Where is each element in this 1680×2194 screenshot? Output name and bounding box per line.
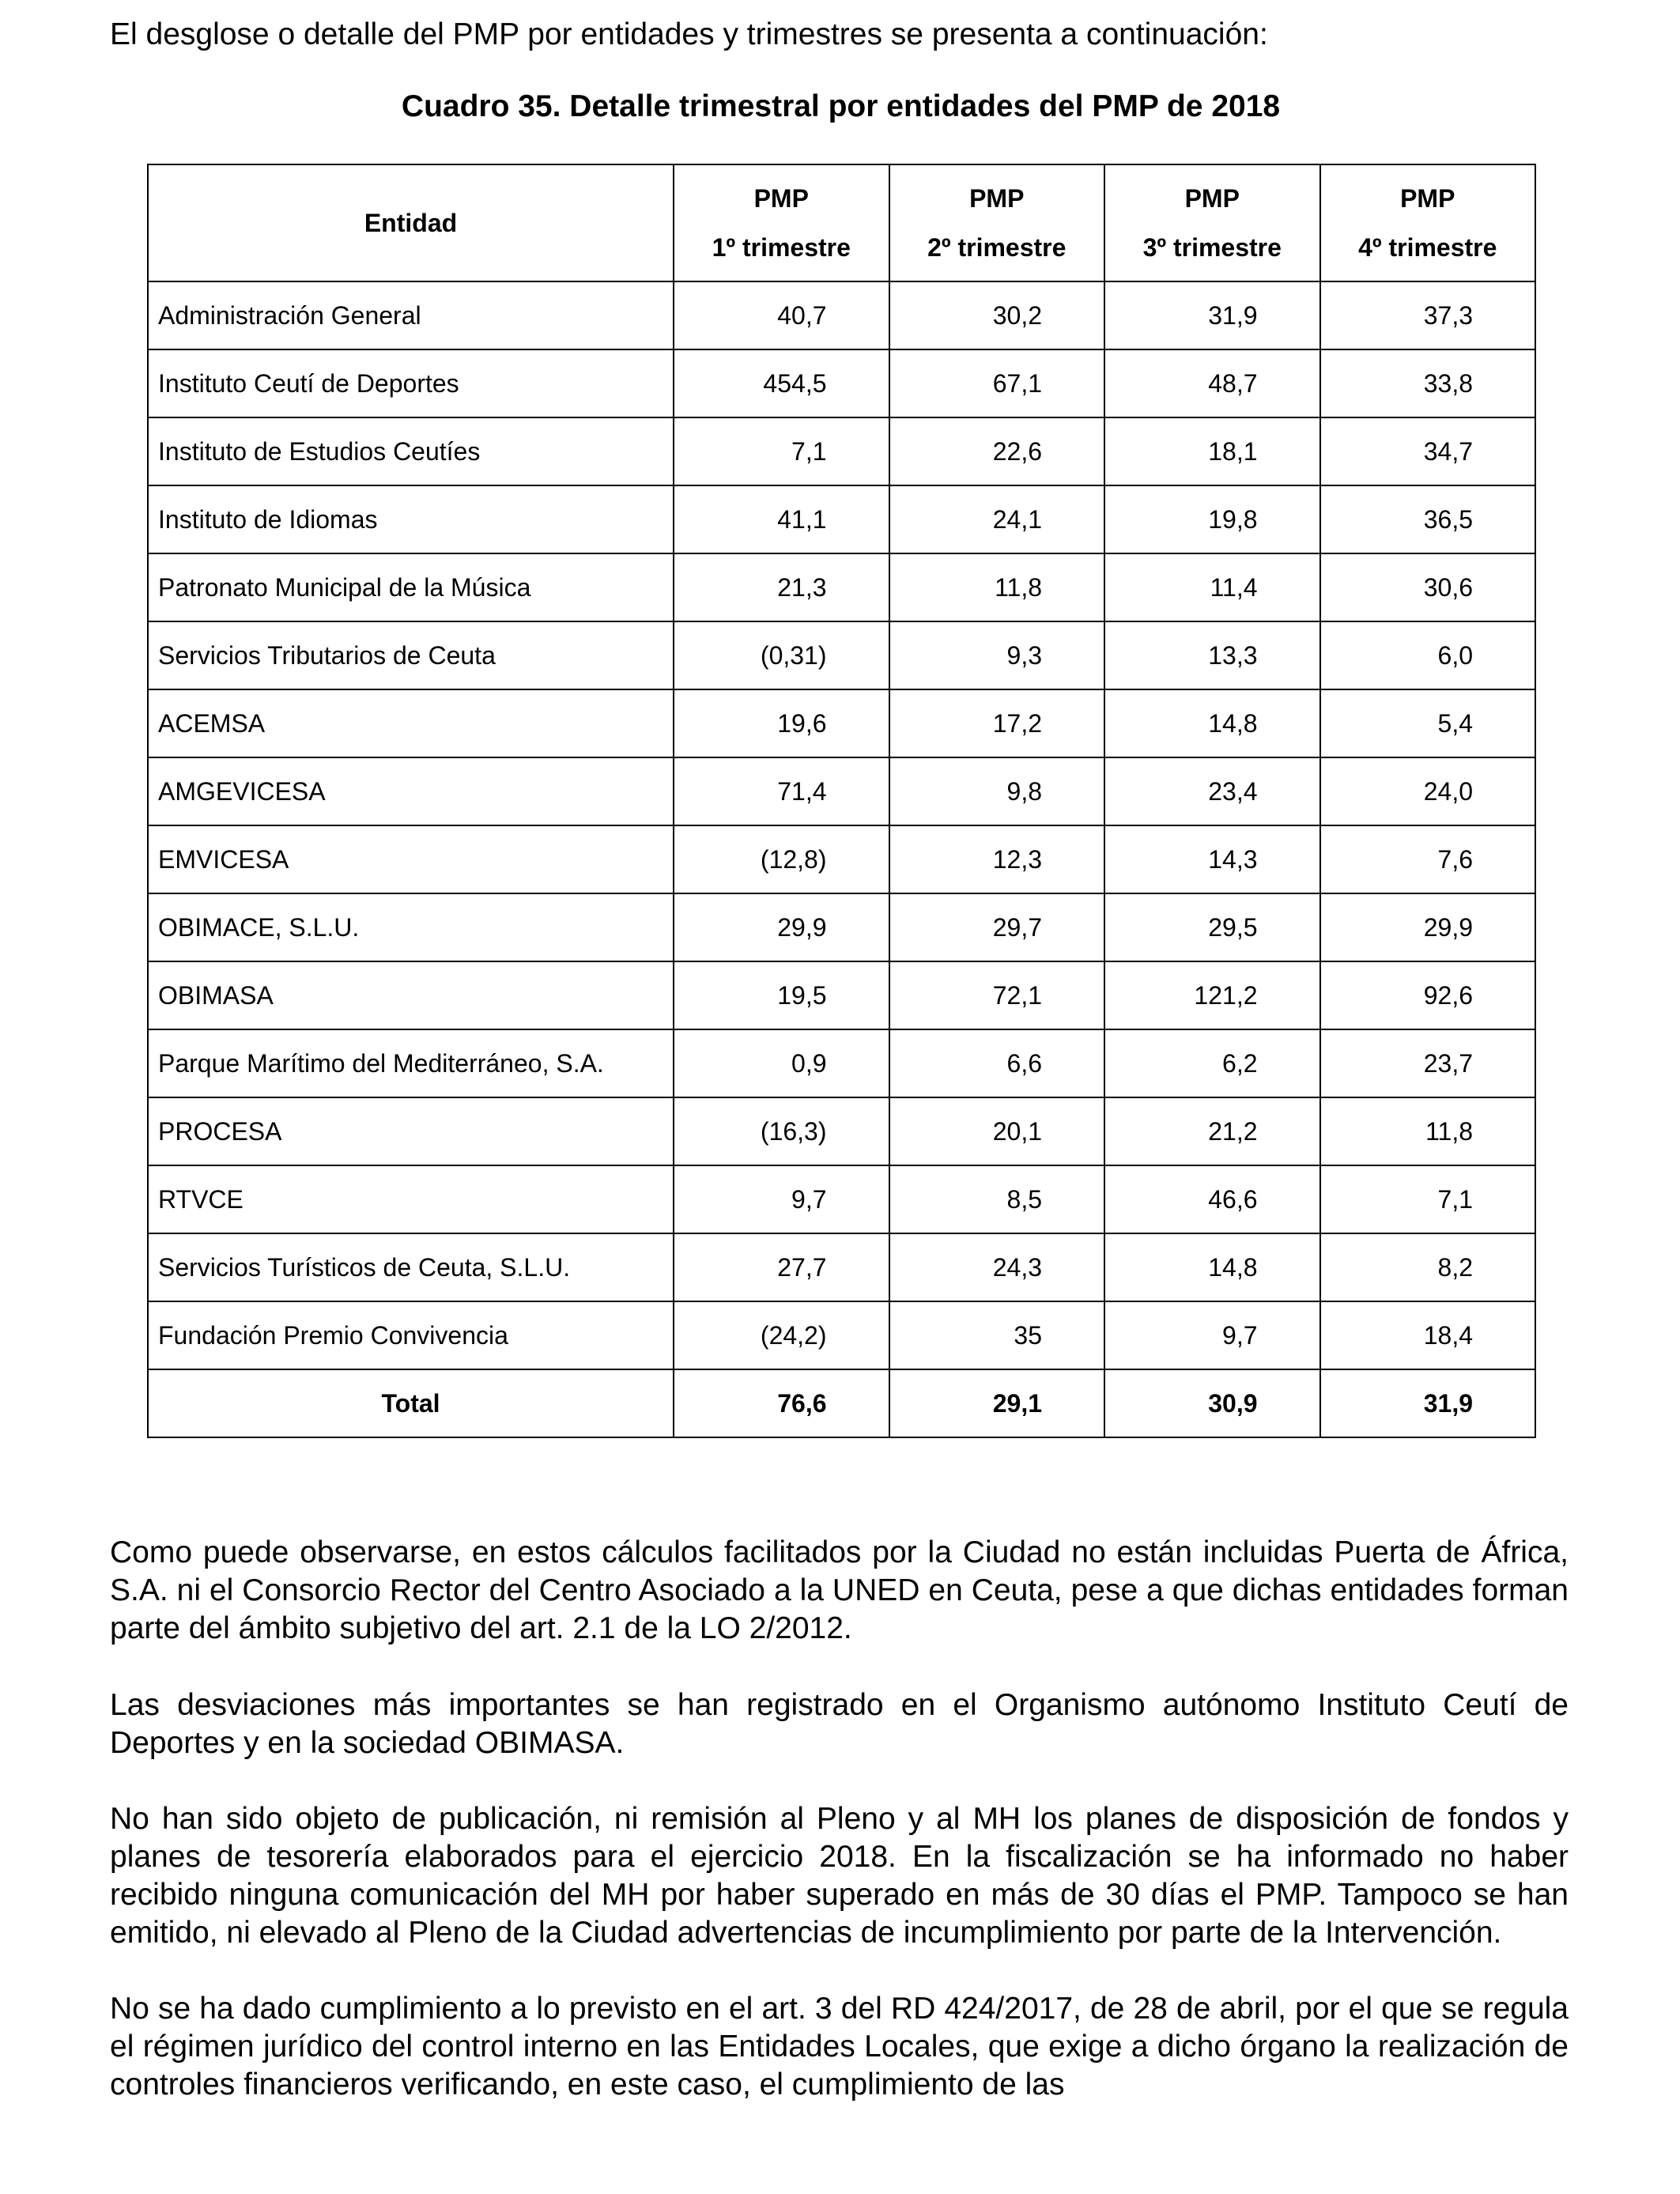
paragraph-1: Como puede observarse, en estos cálculos facilitados por la Ciudad no están incluidas Puerta de África, S.A. ni el Consorcio Rector del Centro Asociado a la UNED en Ceuta, pese a que dichas entidades forman parte del ámbito subjetivo del art. 2.1 de la LO 2/2012.	[110, 1535, 1569, 1645]
pmp-q4-cell: 33,8	[1320, 349, 1536, 417]
pmp-q3-cell: 46,6	[1104, 1165, 1320, 1233]
pmp-q1-cell: 0,9	[674, 1029, 889, 1097]
pmp-q2-cell: 8,5	[889, 1165, 1105, 1233]
pmp-q2-cell: 67,1	[889, 349, 1105, 417]
header-entity: Entidad	[148, 164, 674, 281]
table-row	[148, 417, 1535, 485]
paragraph-4: No se ha dado cumplimiento a lo previsto en el art. 3 del RD 424/2017, de 28 de abril, por el que se regula el régimen jurídico del control interno en las Entidades Locales, que exige a dicho órgano la realización de controles financieros verificando, en este caso, el cumplimiento de las	[110, 1992, 1569, 2101]
pmp-q4-cell: 30,6	[1320, 553, 1536, 621]
pmp-q1-cell: (0,31)	[674, 621, 889, 689]
pmp-q2-cell: 6,6	[889, 1029, 1105, 1097]
table-row	[148, 349, 1535, 417]
table-row	[148, 485, 1535, 553]
pmp-q2-cell: 29,1	[889, 1369, 1105, 1437]
table-row	[148, 1233, 1535, 1301]
table-caption: Cuadro 35. Detalle trimestral por entidades del PMP de 2018	[401, 89, 1281, 123]
table-row	[148, 281, 1535, 349]
pmp-q1-cell: 21,3	[674, 553, 889, 621]
pmp-q3-cell: 48,7	[1104, 349, 1320, 417]
table-row	[148, 757, 1535, 825]
header-q3: PMP 3º trimestre	[1104, 164, 1320, 281]
pmp-q3-cell: 14,3	[1104, 825, 1320, 893]
pmp-q1-cell: 71,4	[674, 757, 889, 825]
table-total-row	[148, 1369, 1535, 1437]
pmp-q1-cell: 19,5	[674, 961, 889, 1029]
entity-cell: Instituto de Idiomas	[148, 485, 674, 553]
entity-cell: PROCESA	[148, 1097, 674, 1165]
entity-cell: Parque Marítimo del Mediterráneo, S.A.	[148, 1029, 674, 1097]
pmp-q1-cell: 7,1	[674, 417, 889, 485]
pmp-q4-cell: 5,4	[1320, 689, 1536, 757]
pmp-q1-cell: 41,1	[674, 485, 889, 553]
table-row	[148, 553, 1535, 621]
pmp-q4-cell: 7,1	[1320, 1165, 1536, 1233]
pmp-q2-cell: 24,3	[889, 1233, 1105, 1301]
header-q1: PMP 1º trimestre	[674, 164, 889, 281]
pmp-q3-cell: 6,2	[1104, 1029, 1320, 1097]
table-row	[148, 961, 1535, 1029]
pmp-q2-cell: 11,8	[889, 553, 1105, 621]
pmp-q4-cell: 23,7	[1320, 1029, 1536, 1097]
pmp-q1-cell: (12,8)	[674, 825, 889, 893]
pmp-q3-cell: 30,9	[1104, 1369, 1320, 1437]
pmp-q1-cell: 40,7	[674, 281, 889, 349]
pmp-q3-cell: 19,8	[1104, 485, 1320, 553]
pmp-q1-cell: (24,2)	[674, 1301, 889, 1369]
pmp-q3-cell: 9,7	[1104, 1301, 1320, 1369]
entity-cell: Servicios Turísticos de Ceuta, S.L.U.	[148, 1233, 674, 1301]
pmp-q4-cell: 31,9	[1320, 1369, 1536, 1437]
paragraph-3: No han sido objeto de publicación, ni remisión al Pleno y al MH los planes de disposición de fondos y planes de tesorería elaborados para el ejercicio 2018. En la fiscalización se ha informado no haber recibido ninguna comunicación del MH por haber superado en más de 30 días el PMP. Tampoco se han emitido, ni elevado al Pleno de la Ciudad advertencias de incumplimiento por parte de la Intervención.	[110, 1802, 1569, 1950]
table-row	[148, 1029, 1535, 1097]
entity-cell: OBIMACE, S.L.U.	[148, 893, 674, 961]
pmp-q2-cell: 35	[889, 1301, 1105, 1369]
pmp-q3-cell: 13,3	[1104, 621, 1320, 689]
pmp-q2-cell: 9,3	[889, 621, 1105, 689]
entity-cell: Fundación Premio Convivencia	[148, 1301, 674, 1369]
pmp-q4-cell: 36,5	[1320, 485, 1536, 553]
pmp-q1-cell: 76,6	[674, 1369, 889, 1437]
table-row	[148, 1097, 1535, 1165]
pmp-q1-cell: 19,6	[674, 689, 889, 757]
pmp-q1-cell: 9,7	[674, 1165, 889, 1233]
pmp-q4-cell: 11,8	[1320, 1097, 1536, 1165]
paragraph-2: Las desviaciones más importantes se han registrado en el Organismo autónomo Instituto Ceutí de Deportes y en la sociedad OBIMASA.	[110, 1688, 1569, 1760]
pmp-q1-cell: 27,7	[674, 1233, 889, 1301]
entity-cell: EMVICESA	[148, 825, 674, 893]
pmp-q4-cell: 34,7	[1320, 417, 1536, 485]
pmp-q4-cell: 24,0	[1320, 757, 1536, 825]
pmp-q2-cell: 72,1	[889, 961, 1105, 1029]
intro-text: El desglose o detalle del PMP por entidades y trimestres se presenta a continuación:	[110, 17, 1268, 51]
entity-cell: Total	[148, 1369, 674, 1437]
table-row	[148, 1165, 1535, 1233]
header-q2: PMP 2º trimestre	[889, 164, 1105, 281]
pmp-q2-cell: 9,8	[889, 757, 1105, 825]
entity-cell: RTVCE	[148, 1165, 674, 1233]
table-row	[148, 621, 1535, 689]
entity-cell: Servicios Tributarios de Ceuta	[148, 621, 674, 689]
pmp-q1-cell: (16,3)	[674, 1097, 889, 1165]
pmp-q1-cell: 454,5	[674, 349, 889, 417]
pmp-q2-cell: 20,1	[889, 1097, 1105, 1165]
pmp-q4-cell: 37,3	[1320, 281, 1536, 349]
pmp-table	[147, 164, 1536, 1438]
table-row	[148, 689, 1535, 757]
pmp-q4-cell: 29,9	[1320, 893, 1536, 961]
pmp-q4-cell: 6,0	[1320, 621, 1536, 689]
pmp-q3-cell: 121,2	[1104, 961, 1320, 1029]
entity-cell: AMGEVICESA	[148, 757, 674, 825]
pmp-q2-cell: 22,6	[889, 417, 1105, 485]
entity-cell: Patronato Municipal de la Música	[148, 553, 674, 621]
entity-cell: Instituto de Estudios Ceutíes	[148, 417, 674, 485]
table-row	[148, 1301, 1535, 1369]
pmp-q4-cell: 92,6	[1320, 961, 1536, 1029]
pmp-q3-cell: 14,8	[1104, 1233, 1320, 1301]
pmp-q3-cell: 31,9	[1104, 281, 1320, 349]
entity-cell: OBIMASA	[148, 961, 674, 1029]
pmp-q3-cell: 29,5	[1104, 893, 1320, 961]
pmp-q4-cell: 7,6	[1320, 825, 1536, 893]
pmp-q4-cell: 18,4	[1320, 1301, 1536, 1369]
table-row	[148, 893, 1535, 961]
pmp-q3-cell: 23,4	[1104, 757, 1320, 825]
pmp-q2-cell: 30,2	[889, 281, 1105, 349]
entity-cell: ACEMSA	[148, 689, 674, 757]
pmp-q3-cell: 14,8	[1104, 689, 1320, 757]
pmp-q2-cell: 17,2	[889, 689, 1105, 757]
pmp-q3-cell: 18,1	[1104, 417, 1320, 485]
pmp-q2-cell: 29,7	[889, 893, 1105, 961]
pmp-q2-cell: 12,3	[889, 825, 1105, 893]
pmp-q3-cell: 21,2	[1104, 1097, 1320, 1165]
pmp-q2-cell: 24,1	[889, 485, 1105, 553]
table-row	[148, 825, 1535, 893]
entity-cell: Administración General	[148, 281, 674, 349]
pmp-q4-cell: 8,2	[1320, 1233, 1536, 1301]
pmp-q3-cell: 11,4	[1104, 553, 1320, 621]
entity-cell: Instituto Ceutí de Deportes	[148, 349, 674, 417]
table-header-row	[148, 164, 1535, 281]
pmp-q1-cell: 29,9	[674, 893, 889, 961]
header-q4: PMP 4º trimestre	[1320, 164, 1536, 281]
